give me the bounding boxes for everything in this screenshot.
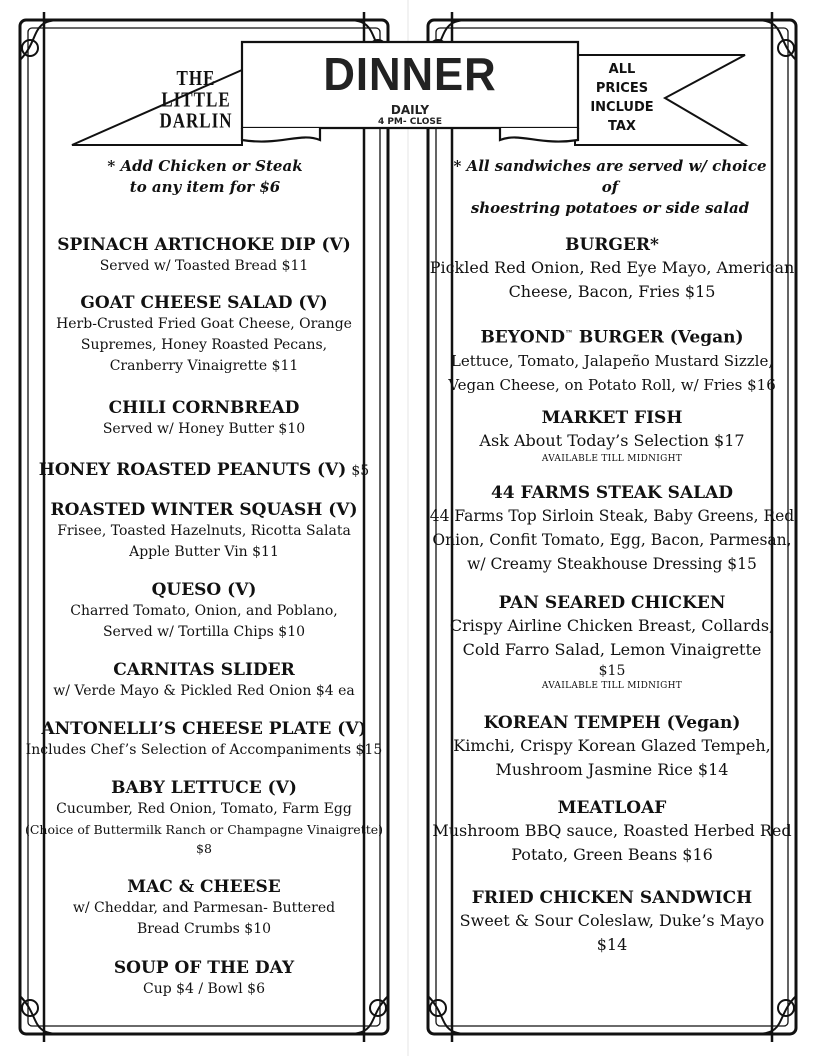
- item-name: BURGER*: [565, 235, 659, 255]
- menu-item: [20, 499, 388, 563]
- prices-line-3: INCLUDE: [590, 100, 654, 115]
- item-desc: w/ Verde Mayo & Pickled Red Onion $4 ea: [53, 683, 355, 699]
- item-name-part: BEYOND: [480, 327, 565, 348]
- item-desc: Mushroom Jasmine Rice $14: [495, 760, 729, 779]
- left-note: [60, 156, 350, 198]
- hours-label: 4 PM- CLOSE: [377, 117, 443, 127]
- menu-item: [20, 957, 388, 1000]
- item-desc: Onion, Confit Tomato, Egg, Bacon, Parmesan,: [432, 531, 792, 549]
- item-desc: Cold Farro Salad, Lemon Vinaigrette: [462, 640, 762, 659]
- menu-item: [428, 234, 796, 304]
- menu-item: [20, 459, 388, 481]
- right-note-line-1: * All sandwiches are served w/ choice of: [453, 157, 767, 196]
- item-desc: Sweet & Sour Coleslaw, Duke’s Mayo: [459, 911, 765, 930]
- availability-note: AVAILABLE TILL MIDNIGHT: [541, 681, 683, 691]
- menu-item: [20, 579, 388, 643]
- item-price: $15: [598, 663, 626, 679]
- menu-item: [428, 712, 796, 782]
- item-desc: Kimchi, Crispy Korean Glazed Tempeh,: [453, 736, 771, 755]
- menu-item: [428, 407, 796, 465]
- right-note: [445, 156, 775, 219]
- right-note-line-2: shoestring potatoes or side salad: [470, 199, 750, 217]
- prices-line-1: ALL: [608, 62, 636, 77]
- item-desc: w/ Creamy Steakhouse Dressing $15: [467, 555, 757, 573]
- item-name-part: BURGER (Vegan): [573, 327, 744, 348]
- item-desc: Herb-Crusted Fried Goat Cheese, Orange: [56, 316, 352, 332]
- item-desc: Ask About Today’s Selection $17: [479, 431, 745, 450]
- menu-item: [20, 292, 388, 377]
- item-desc: Pickled Red Onion, Red Eye Mayo, American: [429, 258, 795, 277]
- item-name: QUESO (V): [151, 580, 257, 600]
- item-name: SOUP OF THE DAY: [113, 958, 295, 978]
- item-desc: Served w/ Toasted Bread $11: [99, 258, 309, 274]
- menu-item: [20, 777, 388, 858]
- left-note-line-1: * Add Chicken or Steak: [107, 157, 303, 175]
- item-desc: Crispy Airline Chicken Breast, Collards,: [449, 616, 775, 635]
- menu-item: [428, 887, 796, 957]
- item-desc: Vegan Cheese, on Potato Roll, w/ Fries $16: [448, 375, 776, 394]
- item-name: HONEY ROASTED PEANUTS (V): [38, 460, 347, 480]
- menu-item: [20, 234, 388, 277]
- prices-line-4: TAX: [608, 119, 636, 134]
- menu-item: [20, 397, 388, 440]
- item-name: BABY LETTUCE (V): [111, 778, 297, 798]
- item-name: KOREAN TEMPEH (Vegan): [483, 713, 741, 733]
- item-desc: Bread Crumbs $10: [136, 921, 272, 937]
- item-name: CHILI CORNBREAD: [108, 398, 300, 418]
- prices-line-2: PRICES: [595, 81, 649, 96]
- menu-item: [20, 718, 388, 761]
- logo-text: THE LITTLE DARLIN: [159, 65, 233, 133]
- page-title: DINNER: [323, 48, 497, 100]
- item-name: 44 FARMS STEAK SALAD: [490, 483, 734, 503]
- availability-note: AVAILABLE TILL MIDNIGHT: [541, 454, 683, 464]
- item-desc: Served w/ Tortilla Chips $10: [102, 624, 306, 640]
- menu-item: [428, 592, 796, 692]
- left-note-line-2: to any item for $6: [129, 178, 281, 196]
- item-desc: Includes Chef’s Selection of Accompaniments $15: [25, 742, 383, 758]
- item-name: CARNITAS SLIDER: [113, 660, 295, 680]
- brand-logo: [150, 65, 242, 133]
- dinner-banner: [240, 42, 580, 132]
- menu-item: [20, 659, 388, 702]
- prices-include-tax-note: [582, 60, 662, 136]
- item-desc: Mushroom BBQ sauce, Roasted Herbed Red: [432, 821, 792, 840]
- item-desc: Charred Tomato, Onion, and Poblano,: [70, 603, 338, 619]
- item-desc: Supremes, Honey Roasted Pecans,: [80, 337, 328, 353]
- item-name: MAC & CHEESE: [127, 877, 281, 897]
- item-desc: Cucumber, Red Onion, Tomato, Farm Egg: [56, 801, 352, 817]
- menu-item: [428, 797, 796, 867]
- item-price: $5: [351, 463, 370, 479]
- item-name: GOAT CHEESE SALAD (V): [80, 293, 328, 313]
- item-name: PAN SEARED CHICKEN: [498, 593, 726, 613]
- menu-item: [428, 482, 796, 576]
- item-desc: Served w/ Honey Butter $10: [102, 421, 306, 437]
- item-desc: Apple Butter Vin $11: [129, 544, 279, 560]
- item-desc: Frisee, Toasted Hazelnuts, Ricotta Salata: [57, 523, 351, 539]
- item-desc: Cup $4 / Bowl $6: [142, 981, 265, 997]
- item-desc: 44 Farms Top Sirloin Steak, Baby Greens, Red: [429, 507, 795, 525]
- menu-item: [428, 322, 796, 397]
- item-desc: Cranberry Vinaigrette $11: [109, 358, 299, 374]
- item-name: SPINACH ARTICHOKE DIP (V): [57, 235, 351, 255]
- item-desc: Cheese, Bacon, Fries $15: [508, 282, 716, 301]
- item-name: FRIED CHICKEN SANDWICH: [471, 888, 753, 908]
- item-price: $8: [196, 841, 212, 856]
- item-name: MEATLOAF: [557, 798, 667, 818]
- item-desc: w/ Cheddar, and Parmesan- Buttered: [72, 900, 336, 916]
- menu-item: [20, 876, 388, 940]
- item-name: ANTONELLI’S CHEESE PLATE (V): [41, 719, 367, 739]
- item-dressing-note: (Choice of Buttermilk Ranch or Champagne Vinaigrette): [24, 822, 384, 837]
- trademark-symbol: ™: [565, 328, 573, 338]
- item-name: MARKET FISH: [541, 408, 683, 428]
- daily-label: DAILY: [390, 103, 430, 117]
- item-name: [428, 322, 796, 349]
- item-name: ROASTED WINTER SQUASH (V): [50, 500, 358, 520]
- item-desc: $14: [596, 935, 628, 954]
- item-desc: Lettuce, Tomato, Jalapeño Mustard Sizzle,: [450, 351, 774, 370]
- item-desc: Potato, Green Beans $16: [511, 845, 713, 864]
